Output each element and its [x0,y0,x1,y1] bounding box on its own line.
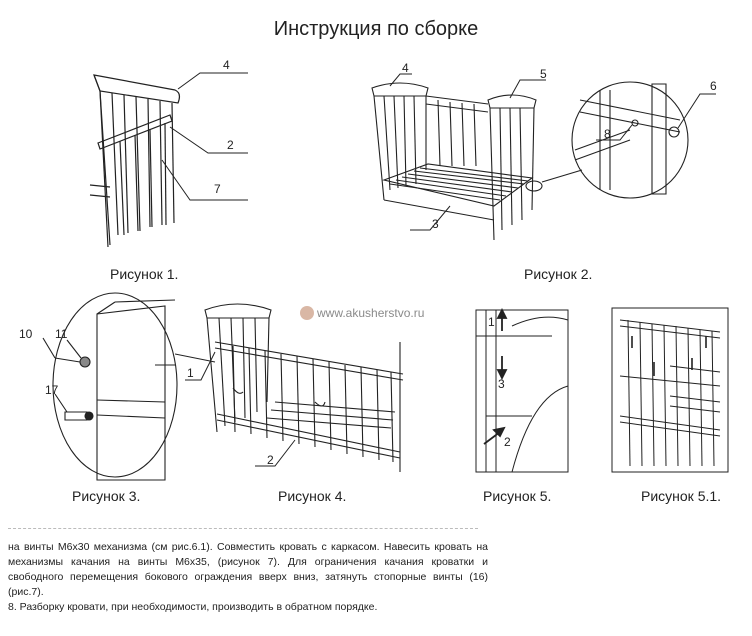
figure-1-drawing [80,55,260,255]
figure-4-label-1: 1 [187,366,194,380]
instruction-paragraph-2: 8. Разборку кровати, при необходимости, производить в обратном порядке. [8,601,378,613]
figure-3-label-17: 17 [45,383,59,397]
page-title: Инструкция по сборке [273,18,479,40]
instruction-paragraph-1: на винты М6х30 механизма (см рис.6.1). Совместить кровать с каркасом. Навесить кровать на механизмы качания на винты М6х35, (рисунок 7). Для ограничения качания кроватки и свободного перемещения бокового ограждения вверх вниз, затянуть стопорные винты (16) (рис.7). [8,541,488,598]
baby-face-icon [300,306,314,320]
figure-5-label-2: 2 [504,435,511,449]
figure-2-caption: Рисунок 2. [524,266,593,282]
figure-3-drawing [15,290,185,490]
figure-2-label-3: 3 [432,217,439,231]
figure-2-label-4: 4 [402,61,409,75]
watermark-text: www.akusherstvo.ru [317,306,425,320]
figure-2-drawing [360,60,740,250]
figure-3-label-11: 11 [55,327,68,341]
figure-2-label-8: 8 [604,127,611,141]
figure-5-label-3: 3 [498,377,505,391]
figure-1-label-2: 2 [227,138,234,152]
figure-1-label-7: 7 [214,182,221,196]
figure-5-1-drawing [610,306,730,476]
instruction-text [8,540,488,615]
figure-3-label-10: 10 [19,327,33,341]
figure-3-caption: Рисунок 3. [72,488,141,504]
figure-5-1-caption: Рисунок 5.1. [641,488,722,504]
figure-2-label-5: 5 [540,67,547,81]
figure-2-label-6: 6 [710,79,717,93]
figure-5-caption: Рисунок 5. [483,488,552,504]
figure-4-caption: Рисунок 4. [278,488,347,504]
figure-4-drawing [175,292,425,484]
figure-1-label-4: 4 [223,58,230,72]
watermark [300,306,424,320]
cut-divider [8,528,478,533]
figure-1-caption: Рисунок 1. [110,266,179,282]
figure-5-drawing [472,306,572,476]
figure-5-label-1: 1 [488,315,495,329]
figure-4-label-2: 2 [267,453,274,467]
